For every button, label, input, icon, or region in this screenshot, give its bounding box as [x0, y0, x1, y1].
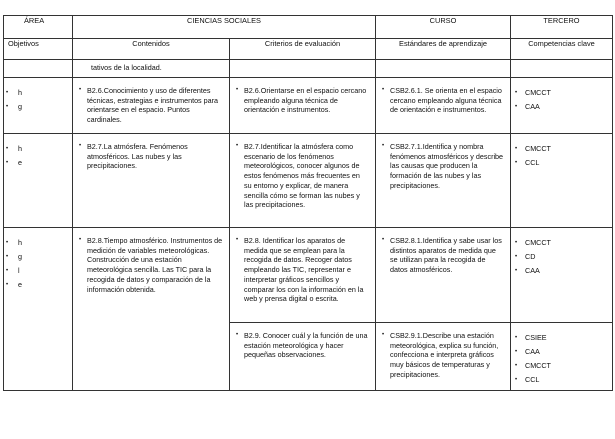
competencias-cell: [511, 323, 613, 391]
objetivo-item: • e: [6, 280, 22, 290]
estandar-cell: • CSB2.7.1.Identifica y nombra fenómenos atmosféricos y describe las causas que producen la formación de las nubes y las precipitaciones.: [376, 134, 511, 228]
competencia-item: • CCL: [515, 158, 540, 168]
objetivos-header: Objetivos: [4, 39, 73, 60]
competencia-item: • CD: [515, 252, 536, 262]
course-value-header: TERCERO: [511, 16, 613, 39]
subject-header: CIENCIAS SOCIALES: [73, 16, 376, 39]
competencia-item: • CSIEE: [515, 333, 547, 343]
estandar-cell: • CSB2.6.1. Se orienta en el espacio cercano empleando alguna técnica de orientación e instrumentos.: [376, 78, 511, 134]
competencias-cell: [511, 228, 613, 323]
estandar-text: CSB2.8.1.Identifica y sabe usar los distintos aparatos de medida que se utilizan para la recogida de datos atmosféricos.: [390, 236, 502, 275]
criterios-header: Criterios de evaluación: [230, 39, 376, 60]
curriculum-table: [3, 15, 613, 391]
course-label-header: CURSO: [376, 16, 511, 39]
continuation-text: tativos de la localidad.: [91, 63, 162, 72]
estandar-cell: • CSB2.8.1.Identifica y sabe usar los distintos aparatos de medida que se utilizan para la recogida de datos atmosféricos.: [376, 228, 511, 323]
objetivo-item: • l: [6, 266, 20, 276]
contenidos-header: Contenidos: [73, 39, 230, 60]
objetivo-item: • h: [6, 88, 22, 98]
estandar-text: CSB2.7.1.Identifica y nombra fenómenos atmosféricos y describe las causas que producen la formación de las nubes y las precipitaciones.: [390, 142, 504, 190]
criterio-cell: • B2.8. Identificar los aparatos de medida que se emplean para la recogida de datos. Recoger datos empleando las TIC, representar e interpretar gráficos sencillos y comparar los con la información en la web y prensa digital o escrita.: [230, 228, 376, 323]
objetivos-cell: [4, 228, 73, 391]
criterio-text: B2.8. Identificar los aparatos de medida que se emplean para la recogida de datos. Recoger datos empleando las TIC, representar e interpretar gráficos sencillos y comparar los con la información en la web y prensa digital o escrita.: [244, 236, 364, 304]
objetivo-item: • e: [6, 158, 22, 168]
competencias-header: Competencias clave: [511, 39, 613, 60]
objetivos-cell: [4, 134, 73, 228]
criterio-cell: • B2.6.Orientarse en el espacio cercano empleando alguna técnica de orientación e instrumentos.: [230, 78, 376, 134]
criterio-text: B2.9. Conocer cuál y la función de una estación meteorológica y hacer pequeñas observaciones.: [244, 331, 368, 360]
criterio-text: B2.7.Identificar la atmósfera como escenario de los fenómenos meteorológicos, conocer algunos de estos fenómenos más frecuentes en su entorno y explicar, de manera sencilla cómo se forman las nubes y las precipitaciones.: [244, 142, 360, 210]
estandares-header: Estándares de aprendizaje: [376, 39, 511, 60]
contenido-cell: • B2.6.Conocimiento y uso de diferentes técnicas, estrategias e instrumentos para orientarse en el espacio. Puntos cardinales.: [73, 78, 230, 134]
criterio-text: B2.6.Orientarse en el espacio cercano empleando alguna técnica de orientación e instrumentos.: [244, 86, 367, 115]
contenido-cell: • B2.8.Tiempo atmosférico. Instrumentos de medición de variables meteorológicas. Construcción de una estación meteorológica sencilla. Las TIC para la recogida de datos y comparación de la información obtenida.: [73, 228, 230, 391]
objetivo-item: • h: [6, 238, 22, 248]
competencia-item: • CAA: [515, 347, 540, 357]
estandar-cell: • CSB2.9.1.Describe una estación meteorológica, explica su función, confecciona e interpreta gráficos muy básicos de temperaturas y precipitaciones.: [376, 323, 511, 391]
competencia-item: • CMCCT: [515, 238, 551, 248]
header-row: [4, 16, 613, 39]
contenido-cell: • B2.7.La atmósfera. Fenómenos atmosféricos. Las nubes y las precipitaciones.: [73, 134, 230, 228]
estandar-text: CSB2.6.1. Se orienta en el espacio cercano empleando alguna técnica de orientación e instrumentos.: [390, 86, 502, 115]
criterio-cell: • B2.7.Identificar la atmósfera como escenario de los fenómenos meteorológicos, conocer algunos de estos fenómenos más frecuentes en su entorno y explicar, de manera sencilla cómo se forman las nubes y las precipitaciones.: [230, 134, 376, 228]
objetivo-item: • g: [6, 252, 22, 262]
table-row: [4, 228, 613, 323]
table-row: [4, 134, 613, 228]
competencia-item: • CAA: [515, 102, 540, 112]
continuation-row: [4, 60, 613, 78]
subheader-row: [4, 39, 613, 60]
competencia-item: • CMCCT: [515, 361, 551, 371]
objetivo-item: • h: [6, 144, 22, 154]
objetivo-item: • g: [6, 102, 22, 112]
table-row: [4, 78, 613, 134]
competencia-item: • CMCCT: [515, 88, 551, 98]
competencia-item: • CCL: [515, 375, 540, 385]
contenido-text: B2.8.Tiempo atmosférico. Instrumentos de medición de variables meteorológicas. Construcción de una estación meteorológica sencilla. Las TIC para la recogida de datos y comparación de la información obtenida.: [87, 236, 223, 294]
contenido-text: B2.6.Conocimiento y uso de diferentes técnicas, estrategias e instrumentos para orientarse en el espacio. Puntos cardinales.: [87, 86, 219, 125]
competencias-cell: [511, 78, 613, 134]
competencia-item: • CAA: [515, 266, 540, 276]
criterio-cell: • B2.9. Conocer cuál y la función de una estación meteorológica y hacer pequeñas observaciones.: [230, 323, 376, 391]
area-header: ÁREA: [4, 16, 73, 39]
objetivos-cell: [4, 78, 73, 134]
competencias-cell: [511, 134, 613, 228]
estandar-text: CSB2.9.1.Describe una estación meteorológica, explica su función, confecciona e interpreta gráficos muy básicos de temperaturas y precipitaciones.: [390, 331, 499, 379]
competencia-item: • CMCCT: [515, 144, 551, 154]
contenido-text: B2.7.La atmósfera. Fenómenos atmosféricos. Las nubes y las precipitaciones.: [87, 142, 188, 171]
